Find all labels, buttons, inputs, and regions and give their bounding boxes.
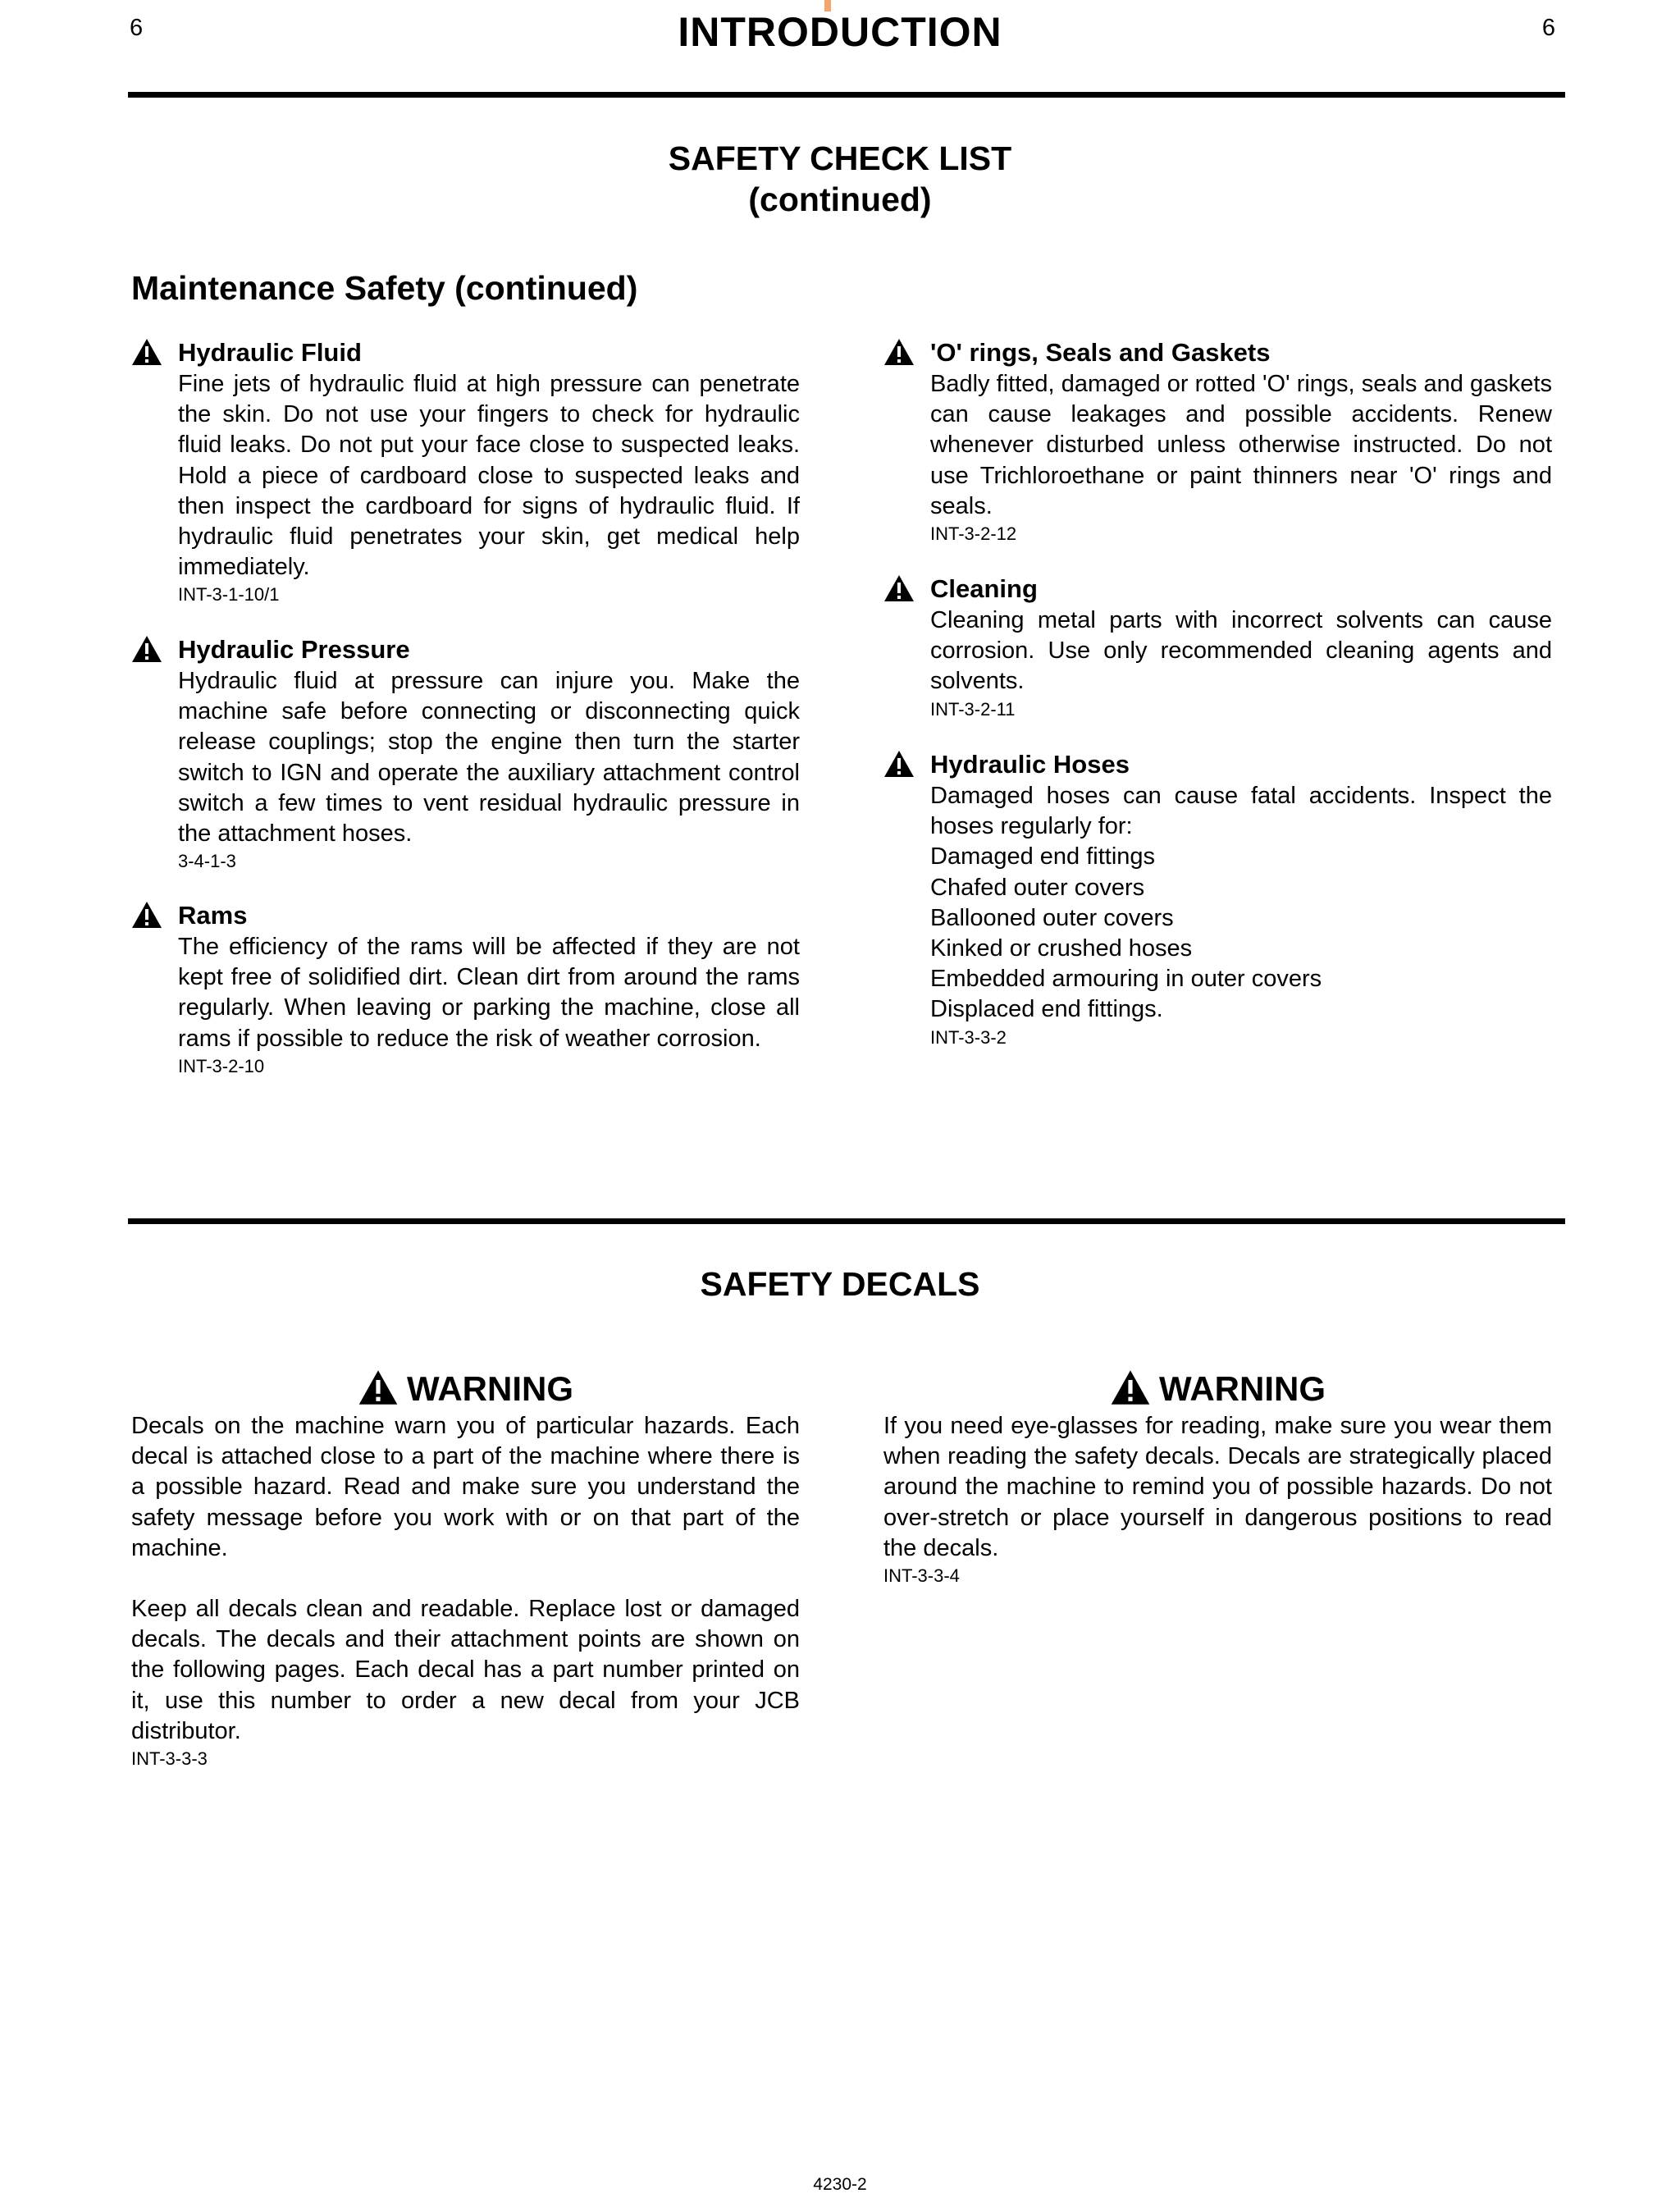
warning-label: WARNING [1159,1369,1326,1408]
item-rams [131,899,800,1079]
item-body: Hydraulic fluid at pressure can injure you. Make the machine safe before connecting or disconnecting quick release couplings; stop the engine then turn the starter switch to IGN and operate the auxiliary attachment control switch a few times to vent residual hydraulic pressure in the attachment hoses. [178,668,800,848]
warning-triangle-icon [883,338,915,366]
page-number-right: 6 [1541,15,1555,41]
item-hydraulic-fluid [131,336,800,607]
warning-triangle-icon [131,901,162,929]
warning-triangle-icon [883,750,915,778]
warning-heading [131,1369,800,1410]
item-o-rings [883,336,1552,546]
item-ref: INT-3-2-12 [930,523,1017,545]
warning-triangle-icon [358,1369,399,1405]
item-title: 'O' rings, Seals and Gaskets [930,338,1271,367]
item-cleaning [883,573,1552,722]
item-body: Badly fitted, damaged or rotted 'O' rings, seals and gaskets can cause leakages and possible accidents. Renew whenever disturbed unless otherwise instructed. Do not use Trichloroethane or paint thinners near 'O' rings and seals. [930,371,1552,519]
list-item: Embedded armouring in outer covers [930,966,1322,993]
hose-check-list [930,842,1552,1025]
list-item: Kinked or crushed hoses [930,935,1193,962]
subsection-title: Maintenance Safety (continued) [131,269,638,307]
item-title: Hydraulic Pressure [178,635,410,664]
item-title: Cleaning [930,574,1038,603]
item-ref: 3-4-1-3 [178,851,236,872]
item-hydraulic-pressure [131,633,800,874]
warning-paragraph: If you need eye-glasses for reading, make sure you wear them when reading the safety decals. Decals are strategically placed around the machine to remind you of possible hazards. Do not over-stretch or place yourself in dangerous positions to read the decals. [883,1413,1552,1561]
item-ref: INT-3-3-2 [930,1026,1007,1048]
item-title: Hydraulic Fluid [178,338,362,367]
warning-triangle-icon [1110,1369,1151,1405]
item-body: Damaged hoses can cause fatal accidents. Inspect the hoses regularly for: [930,783,1552,840]
item-body: Cleaning metal parts with incorrect solvents can cause corrosion. Use only recommended cleaning agents and solvents. [930,607,1552,695]
item-title: Rams [178,901,248,930]
item-ref: INT-3-2-11 [930,698,1016,720]
checklist-title: SAFETY CHECK LIST [668,139,1012,177]
warning-paragraph: Keep all decals clean and readable. Replace lost or damaged decals. The decals and their attachment points are shown on the following pages. Each decal has a part number printed on it, use this number to order a new decal from your JCB distributor. [131,1596,800,1744]
decals-title: SAFETY DECALS [700,1265,980,1303]
warning-triangle-icon [883,574,915,602]
warning-triangle-icon [131,338,162,366]
warning-triangle-icon [131,635,162,663]
item-hydraulic-hoses [883,748,1552,1050]
section-rule [128,1218,1565,1224]
warning-ref: INT-3-3-4 [883,1565,960,1587]
warning-label: WARNING [407,1369,573,1408]
page-number-left: 6 [130,15,144,41]
item-body: The efficiency of the rams will be affected if they are not kept free of solidified dirt. Clean dirt from around the rams regularly. When leaving or parking the machine, close all rams if possible to reduce the risk of weather corrosion. [178,934,800,1052]
header-title: INTRODUCTION [678,9,1002,55]
warning-box-right [883,1369,1552,1588]
list-item: Chafed outer covers [930,874,1145,901]
list-item: Damaged end fittings [930,843,1156,870]
list-item: Displaced end fittings. [930,996,1163,1023]
item-ref: INT-3-1-10/1 [178,584,280,605]
warning-ref: INT-3-3-3 [131,1748,208,1770]
warning-paragraph: Decals on the machine warn you of particular hazards. Each decal is attached close to a part of the machine where there is a possible hazard. Read and make sure you understand the safety message before you work with or on that part of the machine. [131,1413,800,1561]
warning-heading [883,1369,1552,1410]
checklist-subtitle: (continued) [748,180,932,218]
item-body: Fine jets of hydraulic fluid at high pressure can penetrate the skin. Do not use your fingers to check for hydraulic fluid leaks. Do not put your face close to suspected leaks. Hold a piece of cardboard close to suspected leaks and then inspect the cardboard for signs of hydraulic fluid. If hydraulic fluid penetrates your skin, get medical help immediately. [178,371,800,581]
header-rule [128,92,1565,98]
item-ref: INT-3-2-10 [178,1055,265,1076]
warning-box-left [131,1369,800,1771]
item-title: Hydraulic Hoses [930,750,1130,779]
footer-code: 4230-2 [813,2175,867,2194]
list-item: Ballooned outer covers [930,904,1174,931]
